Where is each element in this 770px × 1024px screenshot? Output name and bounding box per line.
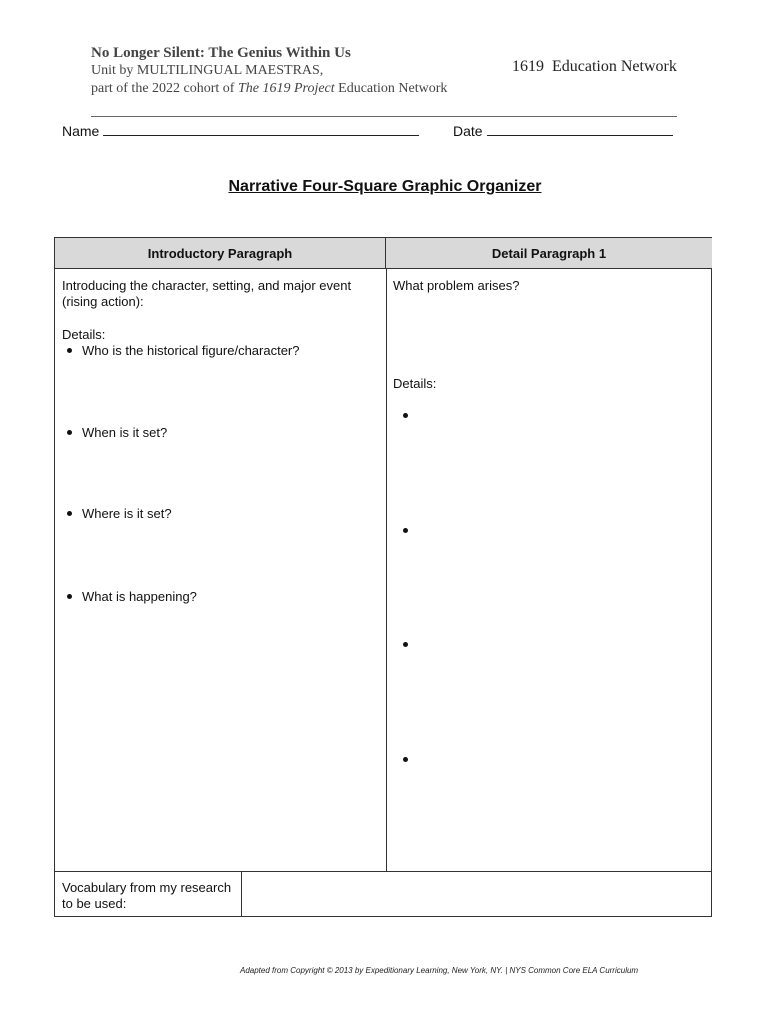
bullet-dot xyxy=(403,757,408,762)
vocab-input-cell[interactable] xyxy=(243,873,709,916)
date-label: Date xyxy=(453,123,483,139)
bullet-dot xyxy=(67,348,72,353)
bullet-dot xyxy=(67,594,72,599)
col2-prompt: What problem arises? xyxy=(393,278,520,293)
brand-number: 1619 xyxy=(512,58,544,75)
date-field[interactable] xyxy=(453,121,673,139)
bullet-text: What is happening? xyxy=(82,589,197,604)
header-rule xyxy=(91,116,677,117)
col1-details-label: Details: xyxy=(62,327,106,342)
cohort-suffix: Education Network xyxy=(334,81,448,96)
bullet-dot xyxy=(67,511,72,516)
organizer-table xyxy=(54,237,712,917)
bullet-text: Where is it set? xyxy=(82,506,172,521)
name-field[interactable] xyxy=(62,121,419,139)
col2-bullet xyxy=(403,752,418,768)
brand-logo xyxy=(512,58,677,76)
col2-bullet xyxy=(403,523,418,539)
unit-author: Unit by MULTILINGUAL MAESTRAS, xyxy=(91,63,324,78)
vocab-row-divider xyxy=(55,871,711,872)
footer-credit: Adapted from Copyright © 2013 by Expeditionary Learning, New York, NY. | NYS Common Core ELA Curriculum xyxy=(240,966,639,975)
col2-header: Detail Paragraph 1 xyxy=(386,238,712,269)
column-divider xyxy=(386,269,387,871)
col1-bullet xyxy=(67,343,299,359)
col1-bullet xyxy=(67,425,167,441)
bullet-text: When is it set? xyxy=(82,425,168,440)
cohort-project: The 1619 Project xyxy=(237,81,335,96)
bullet-dot xyxy=(403,413,408,418)
name-line[interactable] xyxy=(103,121,419,136)
col1-bullet xyxy=(67,589,197,605)
col1-prompt: Introducing the character, setting, and major event (rising action): xyxy=(62,278,352,309)
col1-bullet xyxy=(67,506,172,522)
document-header xyxy=(91,44,447,98)
col2-bullet xyxy=(403,637,418,653)
cohort-line xyxy=(91,80,447,98)
vocab-label: Vocabulary from my research to be used: xyxy=(62,880,232,911)
bullet-text: Who is the historical figure/character? xyxy=(82,343,300,358)
unit-title: No Longer Silent: The Genius Within Us xyxy=(91,45,351,61)
vocab-cell-divider xyxy=(241,871,242,917)
bullet-dot xyxy=(403,642,408,647)
page-title: Narrative Four-Square Graphic Organizer xyxy=(228,178,542,195)
col2-bullet xyxy=(403,408,418,424)
date-line[interactable] xyxy=(487,121,673,136)
col2-details-label: Details: xyxy=(393,376,437,391)
bullet-dot xyxy=(403,528,408,533)
col1-header: Introductory Paragraph xyxy=(55,238,386,269)
bullet-dot xyxy=(67,430,72,435)
brand-name: Education Network xyxy=(552,58,677,75)
name-label: Name xyxy=(62,123,100,139)
cohort-prefix: part of the 2022 cohort of xyxy=(91,81,238,96)
